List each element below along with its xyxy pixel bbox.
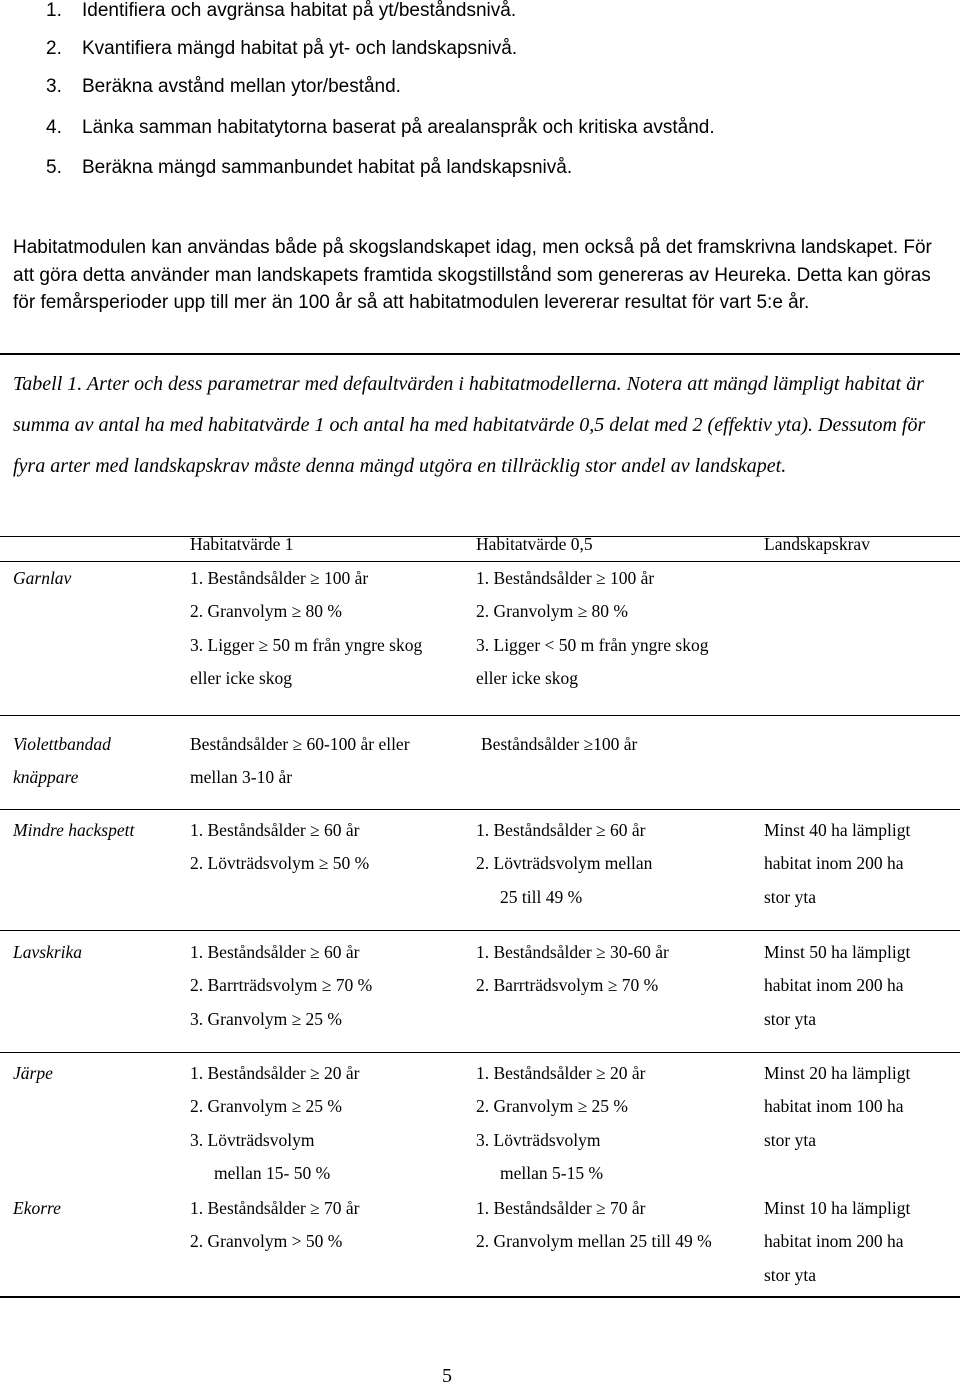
habitat-1-cell	[190, 1057, 360, 1190]
criterion-line: 1. Beståndsålder ≥ 60 år	[476, 820, 646, 840]
habitat-05-cell	[476, 1057, 646, 1190]
requirement-line: habitat inom 200 ha	[764, 1231, 904, 1252]
landscape-requirement-cell	[764, 1192, 910, 1292]
habitat-05-cell	[476, 936, 669, 1003]
criterion-line: Beståndsålder ≥100 år	[481, 734, 638, 754]
criterion-line: 1. Beståndsålder ≥ 60 år	[190, 942, 360, 962]
habitat-05-cell	[481, 728, 637, 761]
criterion-line: mellan 5-15 %	[500, 1162, 604, 1183]
row-divider	[0, 1052, 960, 1053]
criterion-line: 2. Granvolym ≥ 25 %	[476, 1096, 629, 1117]
criterion-line: 1. Beståndsålder ≥ 100 år	[190, 568, 369, 588]
species-name: Lavskrika	[13, 942, 83, 962]
criterion-line: eller icke skog	[190, 667, 293, 688]
habitat-05-cell	[476, 562, 708, 695]
criterion-line: 2. Granvolym > 50 %	[190, 1231, 343, 1252]
criterion-line: 3. Ligger ≥ 50 m från yngre skog	[190, 634, 423, 655]
table-bottom-rule	[0, 1296, 960, 1298]
row-divider	[0, 930, 960, 931]
column-header-habitat-05: Habitatvärde 0,5	[476, 534, 593, 554]
list-item-text: Beräkna avstånd mellan ytor/bestånd.	[82, 76, 401, 97]
caption-top-rule	[0, 353, 960, 355]
species-name: Violettbandad	[13, 734, 111, 754]
criterion-line: eller icke skog	[476, 667, 579, 688]
requirement-line: habitat inom 200 ha	[764, 975, 904, 996]
criterion-line: 1. Beståndsålder ≥ 20 år	[476, 1063, 646, 1083]
species-cell	[13, 1192, 61, 1225]
page-number: 5	[442, 1365, 452, 1387]
habitat-1-cell	[190, 728, 410, 795]
criterion-line: 1. Beståndsålder ≥ 100 år	[476, 568, 655, 588]
landscape-requirement-cell	[764, 814, 910, 914]
criterion-line: 1. Beståndsålder ≥ 70 år	[476, 1198, 646, 1218]
criterion-line: 2. Barrträdsvolym ≥ 70 %	[190, 975, 373, 996]
requirement-line: habitat inom 200 ha	[764, 853, 904, 874]
requirement-line: stor yta	[764, 1264, 817, 1285]
species-name: knäppare	[13, 767, 79, 788]
criterion-line: 2. Granvolym ≥ 80 %	[476, 601, 629, 622]
list-item-text: Identifiera och avgränsa habitat på yt/beståndsnivå.	[82, 0, 517, 21]
requirement-line: habitat inom 100 ha	[764, 1096, 904, 1117]
row-divider	[0, 715, 960, 716]
criterion-line: mellan 15- 50 %	[214, 1162, 331, 1183]
criterion-line: 3. Lövträdsvolym	[476, 1129, 601, 1150]
criterion-line: 1. Beståndsålder ≥ 30-60 år	[476, 942, 669, 962]
species-cell	[13, 936, 82, 969]
habitat-1-cell	[190, 1192, 360, 1259]
criterion-line: 25 till 49 %	[500, 886, 583, 907]
species-cell	[13, 1057, 53, 1090]
species-cell	[13, 562, 71, 595]
requirement-line: stor yta	[764, 886, 817, 907]
habitat-05-cell	[476, 814, 652, 914]
criterion-line: mellan 3-10 år	[190, 767, 293, 788]
criterion-line: 2. Granvolym ≥ 80 %	[190, 601, 343, 622]
species-name: Mindre hackspett	[13, 820, 135, 840]
species-name: Garnlav	[13, 568, 72, 588]
species-name: Järpe	[13, 1063, 53, 1083]
row-divider	[0, 809, 960, 810]
column-header-landscape: Landskapskrav	[764, 534, 870, 554]
habitat-1-cell	[190, 936, 372, 1036]
list-item-text: Länka samman habitatytorna baserat på arealanspråk och kritiska avstånd.	[82, 117, 715, 138]
habitat-1-cell	[190, 562, 422, 695]
criterion-line: 3. Lövträdsvolym	[190, 1129, 315, 1150]
column-header-habitat-1: Habitatvärde 1	[190, 534, 294, 554]
table-caption: Tabell 1. Arter och dess parametrar med defaultvärden i habitatmodellerna. Notera att mängd lämpligt habitat är summa av antal ha med habitatvärde 1 och antal ha med habitatvärde 0,5 delat med 2 (effektiv yta). Dessutom för fyra arter med landskapskrav måste denna mängd utgöra en tillräcklig stor andel av landskapet.	[13, 373, 926, 477]
criterion-line: 2. Lövträdsvolym ≥ 50 %	[190, 853, 370, 874]
list-item-number: 1.	[46, 0, 62, 21]
list-item-number: 2.	[46, 38, 62, 59]
criterion-line: 3. Granvolym ≥ 25 %	[190, 1008, 343, 1029]
list-item-text: Kvantifiera mängd habitat på yt- och landskapsnivå.	[82, 38, 518, 59]
requirement-line: Minst 10 ha lämpligt	[764, 1198, 911, 1218]
criterion-line: 1. Beståndsålder ≥ 60 år	[190, 820, 360, 840]
list-item-number: 5.	[46, 157, 62, 178]
landscape-requirement-cell	[764, 1057, 910, 1157]
species-cell	[13, 814, 134, 847]
requirement-line: stor yta	[764, 1008, 817, 1029]
requirement-line: stor yta	[764, 1129, 817, 1150]
species-name: Ekorre	[13, 1198, 61, 1218]
list-item-text: Beräkna mängd sammanbundet habitat på landskapsnivå.	[82, 157, 573, 178]
criterion-line: 3. Ligger < 50 m från yngre skog	[476, 634, 709, 655]
requirement-line: Minst 40 ha lämpligt	[764, 820, 911, 840]
species-cell	[13, 728, 111, 795]
requirement-line: Minst 20 ha lämpligt	[764, 1063, 911, 1083]
habitat-1-cell	[190, 814, 369, 881]
criterion-line: 2. Granvolym mellan 25 till 49 %	[476, 1231, 712, 1252]
list-item-number: 3.	[46, 76, 62, 97]
criterion-line: Beståndsålder ≥ 60-100 år eller	[190, 734, 410, 754]
criterion-line: 2. Granvolym ≥ 25 %	[190, 1096, 343, 1117]
criterion-line: 2. Lövträdsvolym mellan	[476, 853, 653, 874]
landscape-requirement-cell	[764, 936, 910, 1036]
list-item-number: 4.	[46, 117, 62, 138]
criterion-line: 1. Beståndsålder ≥ 70 år	[190, 1198, 360, 1218]
criterion-line: 1. Beståndsålder ≥ 20 år	[190, 1063, 360, 1083]
body-paragraph: Habitatmodulen kan användas både på skogslandskapet idag, men också på det framskrivna landskapet. För att göra detta använder man landskapets framtida skogstillstånd som genereras av Heureka. Detta kan göras för femårsperioder upp till mer än 100 år så att habitatmodulen levererar resultat för vart 5:e år.	[13, 237, 932, 313]
habitat-05-cell	[476, 1192, 712, 1259]
requirement-line: Minst 50 ha lämpligt	[764, 942, 911, 962]
criterion-line: 2. Barrträdsvolym ≥ 70 %	[476, 975, 659, 996]
